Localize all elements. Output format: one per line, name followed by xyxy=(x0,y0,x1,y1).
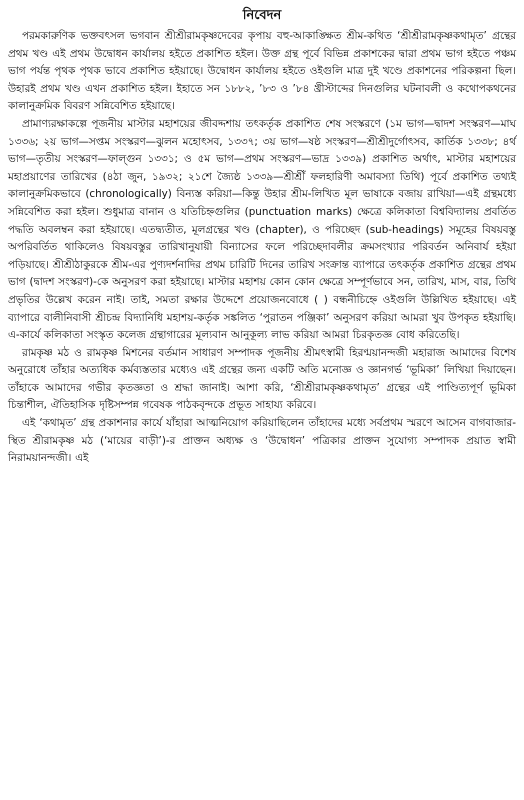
paragraph-4: এই ‘কথামৃত’ গ্রন্থ প্রকাশনার কার্যে যাঁহারা আত্মনিয়োগ করিয়াছিলেন তাঁহাদের মধ্যে সর্বপ্রথম স্মরণে আসেন বাগবাজার-স্থিত শ্রীরামকৃষ্ণ মঠ (‘মায়ের বাড়ী’)-র প্রাক্তন অধ্যক্ষ ও ‘উদ্বোধন’ পত্রিকার প্রাক্তন সুযোগ্য সম্পাদক প্রয়াত স্বামী নিরাময়ানন্দজী। এই xyxy=(8,417,516,465)
paragraph-2: প্রামাণ্যরক্ষাকল্পে পূজনীয় মাস্টার মহাশয়ের জীবদ্দশায় তৎকর্তৃক প্রকাশিত শেষ সংস্করণে (১ম ভাগ—দ্বাদশ সংস্করণ—মাঘ ১৩৩৬; ২য় ভাগ—সপ্তম সংস্করণ—ঝুলন মহোৎসব, ১৩৩৭; ৩য় ভাগ—ষষ্ঠ সংস্করণ—শ্রীশ্রীদুর্গোৎসব, কার্তিক ১৩৩৮; ৪র্থ ভাগ—তৃতীয় সংস্করণ—ফাল্গুন ১৩৩১; ও ৫ম ভাগ—প্রথম সংস্করণ—ভাদ্র ১৩৩৯) প্রকাশিত অর্থাৎ, মাস্টার মহাশয়ের মহাপ্রয়াণের তারিখের (৪ঠা জুন, ১৯৩২; ২১শে জ্যৈষ্ঠ ১৩৩৯—শ্রীশ্রীঁ ফলহারিণী অমাবস্যা তিথি) পূর্বে প্রকাশিত তথ্যই কালানুক্রমিকভাবে (chronologically) বিন্যস্ত করিয়া—কিন্তু উহার শ্রীম-লিখিত মূল ভাষাকে বজায় রাখিয়া—এই গ্রন্থমধ্যে সন্নিবেশিত করা হইল। শুধুমাত্র বানান ও যতিচিহ্নগুলির (punctuation marks) ক্ষেত্রে কলিকাতা বিশ্ববিদ্যালয় প্রবর্তিত পদ্ধতি অবলম্বন করা হইয়াছে। এতদ্ব্যতীত, মূলগ্রন্থের খণ্ড (chapter), ও পরিচ্ছেদ (sub-headings) সমূহের বিষয়বস্তু অপরিবর্তিত থাকিলেও বিষয়বস্তুর তারিখানুযায়ী বিন্যাসের ফলে পরিচ্ছেদাবলীর ক্রমসংখ্যার পরিবর্তন অনিবার্য হইয়া পড়িয়াছে। শ্রীশ্রীঠাকুরকে শ্রীম-এর পুণ্যদর্শনাদির প্রথম চারিটি দিনের তারিখ সংক্রান্ত ব্যাপারে তৎকর্তৃক প্রকাশিত গ্রন্থের প্রথম ভাগ (দ্বাদশ সংস্করণ)-কে অনুসরণ করা হইয়াছে। মাস্টার মহাশয় কোন কোন ক্ষেত্রে সম্পূর্ণভাবে সন, তারিখ, মাস, বার, তিথি প্রভৃতির উল্লেখ করেন নাই। তাই, সমতা রক্ষার উদ্দেশে প্রয়োজনবোধে ( ) বন্ধনীচিহ্নে ওইগুলি উল্লিখিত হইয়াছে। এই ব্যাপারে বালীনিবাসী শ্রীচন্দ্র বিদ্যানিধি মহাশয়-কর্তৃক সঙ্কলিত ‘পুরাতন পঞ্জিকা’ অনুসরণ করিয়া আমরা খুব উপকৃত হইয়াছি। এ-কার্যে কলিকাতা সংস্কৃত কলেজ গ্রন্থাগারের মূল্যবান আনুকূল্য লাভ করিয়া আমরা চিরকৃতজ্ঞ বোধ করিতেছি। xyxy=(8,117,516,342)
page-title: নিবেদন xyxy=(242,8,282,23)
paragraph-1: পরমকারুণিক ভক্তবৎসল ভগবান শ্রীশ্রীরামকৃষ্ণদেবের কৃপায় বহু-আকাঙ্ক্ষিত শ্রীম-কথিত ‘শ্রীশ্রীরামকৃষ্ণকথামৃত’ গ্রন্থের প্রথম খণ্ড এই প্রথম উদ্বোধন কার্যালয় হইতে প্রকাশিত হইল। উক্ত গ্রন্থ পূর্বে বিভিন্ন প্রকাশকের দ্বারা প্রথম ভাগ হইতে পঞ্চম ভাগ পর্যন্ত পৃথক পৃথক ভাবে প্রকাশিত হইয়াছে। উদ্বোধন কার্যালয় হইতে ওইগুলি মাত্র দুই খণ্ডে প্রকাশনের পরিকল্পনা ছিল। উহারই প্রথম খণ্ড এখন প্রকাশিত হইল। ইহাতে সন ১৮৮২, ’৮৩ ও ’৮৪ খ্রীস্টাব্দের দিনগুলির ঘটনাবলী ও কথোপকথনের কালানুক্রমিক বিবরণ সন্নিবেশিত হইয়াছে। xyxy=(8,30,516,113)
paragraph-3: রামকৃষ্ণ মঠ ও রামকৃষ্ণ মিশনের বর্তমান সাধারণ সম্পাদক পূজনীয় শ্রীমৎস্বামী হিরণ্ময়ানন্দজী মহারাজ আমাদের বিশেষ অনুরোধে তাঁহার অত্যধিক কর্মব্যস্ততার মধ্যেও এই গ্রন্থের জন্য একটি অতি মনোজ্ঞ ও জ্ঞানগর্ভ ‘ভূমিকা’ লিখিয়া দিয়াছেন। তাঁহাকে আমাদের গভীর কৃতজ্ঞতা ও শ্রদ্ধা জানাই। আশা করি, ‘শ্রীশ্রীরামকৃষ্ণকথামৃত’ গ্রন্থের এই পাণ্ডিত্যপূর্ণ ভূমিকা চিন্তাশীল, ঐতিহাসিক দৃষ্টিসম্পন্ন গবেষক পাঠকবৃন্দকে প্রভূত সাহায্য করিবে। xyxy=(8,346,516,412)
